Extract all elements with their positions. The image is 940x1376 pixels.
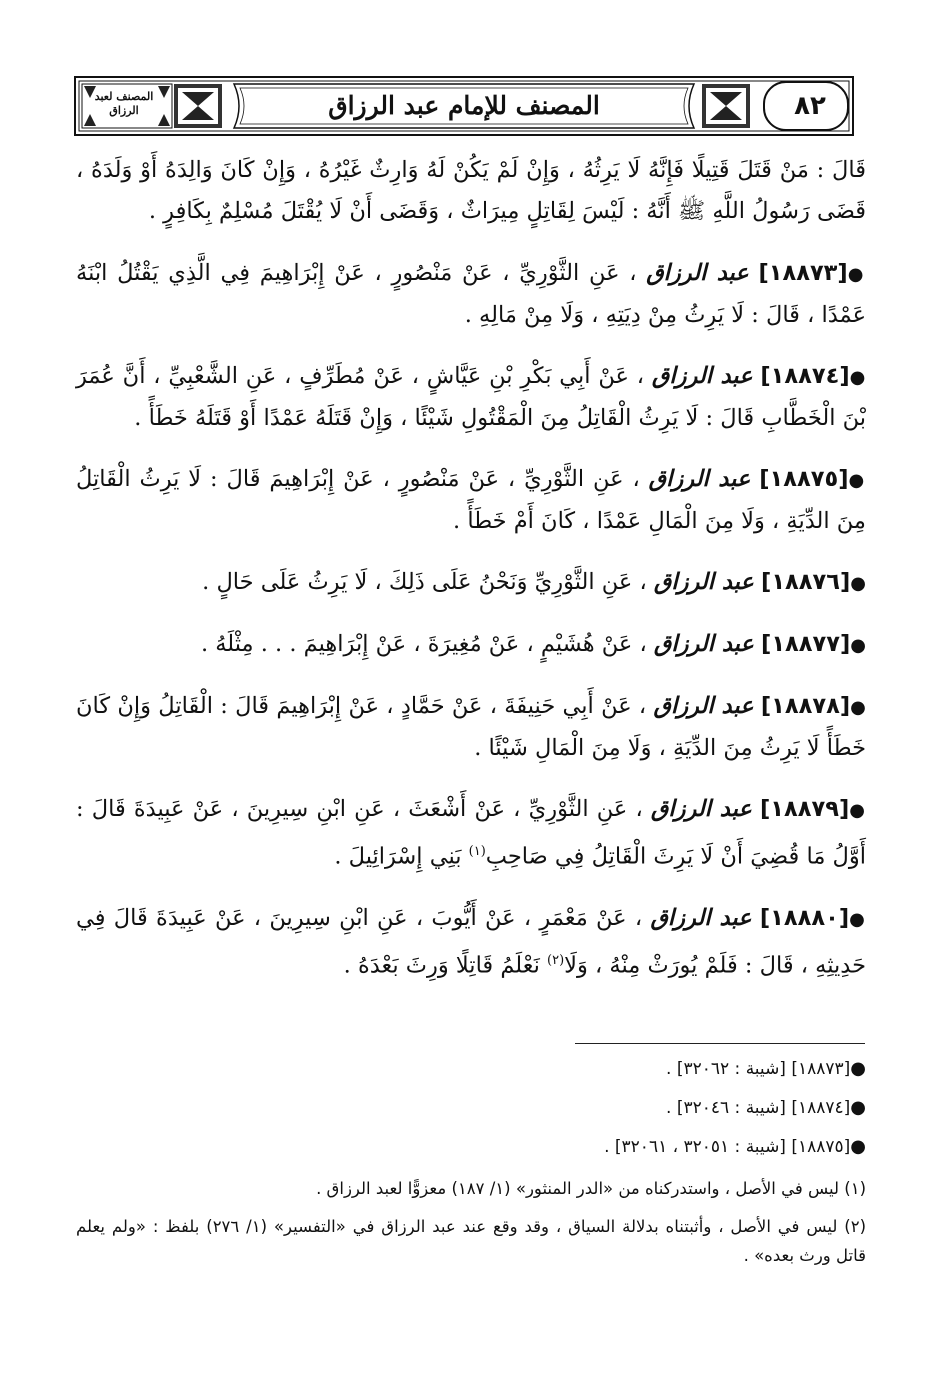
bullet-icon: ●	[849, 908, 866, 930]
bullet-icon: ●	[850, 573, 866, 594]
header-title: المصنف للإمام عبد الرزاق	[328, 91, 600, 120]
hadith-number: [١٨٨٧٥]	[759, 466, 849, 492]
hadith-author: عبد الرزاق	[653, 631, 754, 657]
hadith-author: عبد الرزاق	[653, 569, 754, 595]
header-badge: المصنف لعبد الرزاق	[94, 90, 154, 117]
hadith-paragraph	[76, 459, 866, 542]
intro-paragraph: قَالَ : مَنْ قَتَلَ قَتِيلًا فَإِنَّهُ لَا يَرِثُهُ ، وَإِنْ لَمْ يَكُنْ لَهُ وَارِثٌ غَيْرُهُ ، وَإِنْ كَانَ وَالِدَهُ أَوْ وَلَدَهُ ، قَضَى رَسُولُ اللَّهِ ﷺ أَنَّهُ : لَيْسَ لِقَاتِلٍ مِيرَاثٌ ، وَقَضَى أَنْ لَا يُقْتَلَ مُسْلِمٌ بِكَافِرٍ .	[76, 157, 866, 224]
reference-text: [١٨٨٧٣] [شيبة : ٣٢٠٦٢] .	[666, 1059, 851, 1079]
footnote-ref[interactable]: (١)	[468, 844, 486, 859]
hadith-number: [١٨٨٧٩]	[760, 796, 850, 822]
reference-text: [١٨٨٧٥] [شيبة : ٣٢٠٥١ ، ٣٢٠٦١] .	[604, 1137, 851, 1157]
hadith-paragraph	[76, 562, 866, 604]
reference-line	[76, 1057, 866, 1081]
hadith-author: عبد الرزاق	[650, 904, 752, 931]
bullet-icon: ●	[850, 1058, 866, 1079]
hadith-author: عبد الرزاق	[648, 466, 751, 492]
bullet-icon: ●	[849, 367, 866, 388]
footnote: (١) ليس في الأصل ، واستدركناه من «الدر المنثور» (١/ ١٨٧) معزوًّا لعبد الرزاق .	[316, 1179, 866, 1198]
hadith-author: عبد الرزاق	[646, 260, 749, 286]
hadith-number: [١٨٨٨٠]	[759, 904, 850, 931]
hadith-text-tail: نَعْلَمُ قَاتِلًا وَرِثَ بَعْدَهُ .	[343, 952, 540, 978]
bullet-icon: ●	[849, 800, 866, 821]
main-text	[76, 150, 866, 1006]
hadith-paragraph	[76, 898, 866, 987]
hadith-paragraph	[76, 789, 866, 878]
hadith-paragraph	[76, 253, 866, 336]
hadith-paragraph	[76, 686, 866, 769]
hadith-number: [١٨٨٧٣]	[758, 260, 848, 286]
page-number: ٨٢	[794, 91, 826, 121]
hadith-text: ، عَنْ مَعْمَرٍ ، عَنْ أَيُّوبَ ، عَنِ ابْنِ سِيرِينَ ، عَنْ عَبِيدَةَ قَالَ فِي حَدِيثِهِ ، قَالَ : فَلَمْ يُورَثْ مِنْهُ ، وَلَا	[76, 904, 866, 978]
hadith-text-tail: بَنِي إِسْرَائِيلَ .	[334, 843, 462, 870]
hadith-text: ، عَنْ هُشَيْمٍ ، عَنْ مُغِيرَةَ ، عَنْ إِبْرَاهِيمَ . . . مِثْلَهُ .	[200, 631, 647, 657]
hadith-author: عبد الرزاق	[651, 363, 753, 389]
bullet-icon: ●	[850, 1136, 866, 1157]
bullet-icon: ●	[850, 635, 866, 656]
footnote-ref[interactable]: (٢)	[547, 952, 565, 968]
hadith-text: ، عَنِ الثَّوْرِيِّ ، عَنْ مَنْصُورٍ ، عَنْ إِبْرَاهِيمَ فِي الَّذِي يَقْتُلُ ابْنَهُ عَمْدًا ، قَالَ : لَا يَرِثُ مِنْ دِيَتِهِ ، وَلَا مِنْ مَالِهِ .	[76, 260, 866, 328]
hadith-text: ، عَنِ الثَّوْرِيِّ ، عَنْ مَنْصُورٍ ، عَنْ إِبْرَاهِيمَ قَالَ : لَا يَرِثُ الْقَاتِلُ مِنَ الدِّيَةِ ، وَلَا مِنَ الْمَالِ عَمْدًا ، كَانَ أَمْ خَطَأً .	[76, 466, 866, 534]
hadith-text: ، عَنِ الثَّوْرِيِّ وَنَحْنُ عَلَى ذَلِكَ ، لَا يَرِثُ عَلَى حَالٍ .	[202, 569, 647, 595]
reference-line	[76, 1135, 866, 1159]
hadith-author: عبد الرزاق	[650, 796, 752, 822]
hadith-text: ، عَنْ أَبِي بَكْرِ بْنِ عَيَّاشٍ ، عَنْ مُطَرِّفٍ ، عَنِ الشَّعْبِيِّ ، أَنَّ عُمَرَ بْنَ الْخَطَّابِ قَالَ : لَا يَرِثُ الْقَاتِلُ مِنَ الْمَقْتُولِ شَيْئًا ، وَإِنْ قَتَلَهُ عَمْدًا أَوْ قَتَلَهُ خَطَأً .	[76, 363, 866, 431]
footnotes-section	[76, 1057, 866, 1279]
hadith-author: عبد الرزاق	[653, 693, 754, 719]
hadith-paragraph	[76, 356, 866, 439]
footnote-divider	[575, 1043, 865, 1044]
page-header	[74, 76, 854, 136]
bullet-icon: ●	[850, 697, 866, 718]
reference-text: [١٨٨٧٤] [شيبة : ٣٢٠٤٦] .	[666, 1098, 851, 1118]
bullet-icon: ●	[847, 264, 866, 285]
reference-line	[76, 1096, 866, 1120]
hadith-text: ، عَنِ الثَّوْرِيِّ ، عَنْ أَشْعَثَ ، عَنِ ابْنِ سِيرِينَ ، عَنْ عَبِيدَةَ قَالَ : أَوَّلُ مَا قُضِيَ أَنْ لَا يَرِثَ الْقَاتِلُ فِي صَاحِبِ	[76, 796, 866, 870]
hadith-text: ، عَنْ أَبِي حَنِيفَةَ ، عَنْ حَمَّادٍ ، عَنْ إِبْرَاهِيمَ قَالَ : الْقَاتِلُ وَإِنْ كَانَ خَطَأً لَا يَرِثُ مِنَ الدِّيَةِ ، وَلَا مِنَ الْمَالِ شَيْئًا .	[76, 693, 866, 761]
bullet-icon: ●	[848, 470, 866, 491]
hadith-paragraph	[76, 624, 866, 666]
hadith-number: [١٨٨٧٧]	[761, 631, 851, 657]
hadith-number: [١٨٨٧٦]	[761, 569, 851, 595]
hadith-number: [١٨٨٧٨]	[760, 693, 851, 719]
hadith-number: [١٨٨٧٤]	[760, 363, 850, 389]
bullet-icon: ●	[850, 1097, 866, 1118]
footnote: (٢) ليس في الأصل ، وأثبتناه بدلالة السياق ، وقد وقع عند عبد الرزاق في «التفسير» (١/ ٢٧٦) بلفظ : «ولم يعلم قاتل ورث بعده» .	[76, 1217, 867, 1265]
